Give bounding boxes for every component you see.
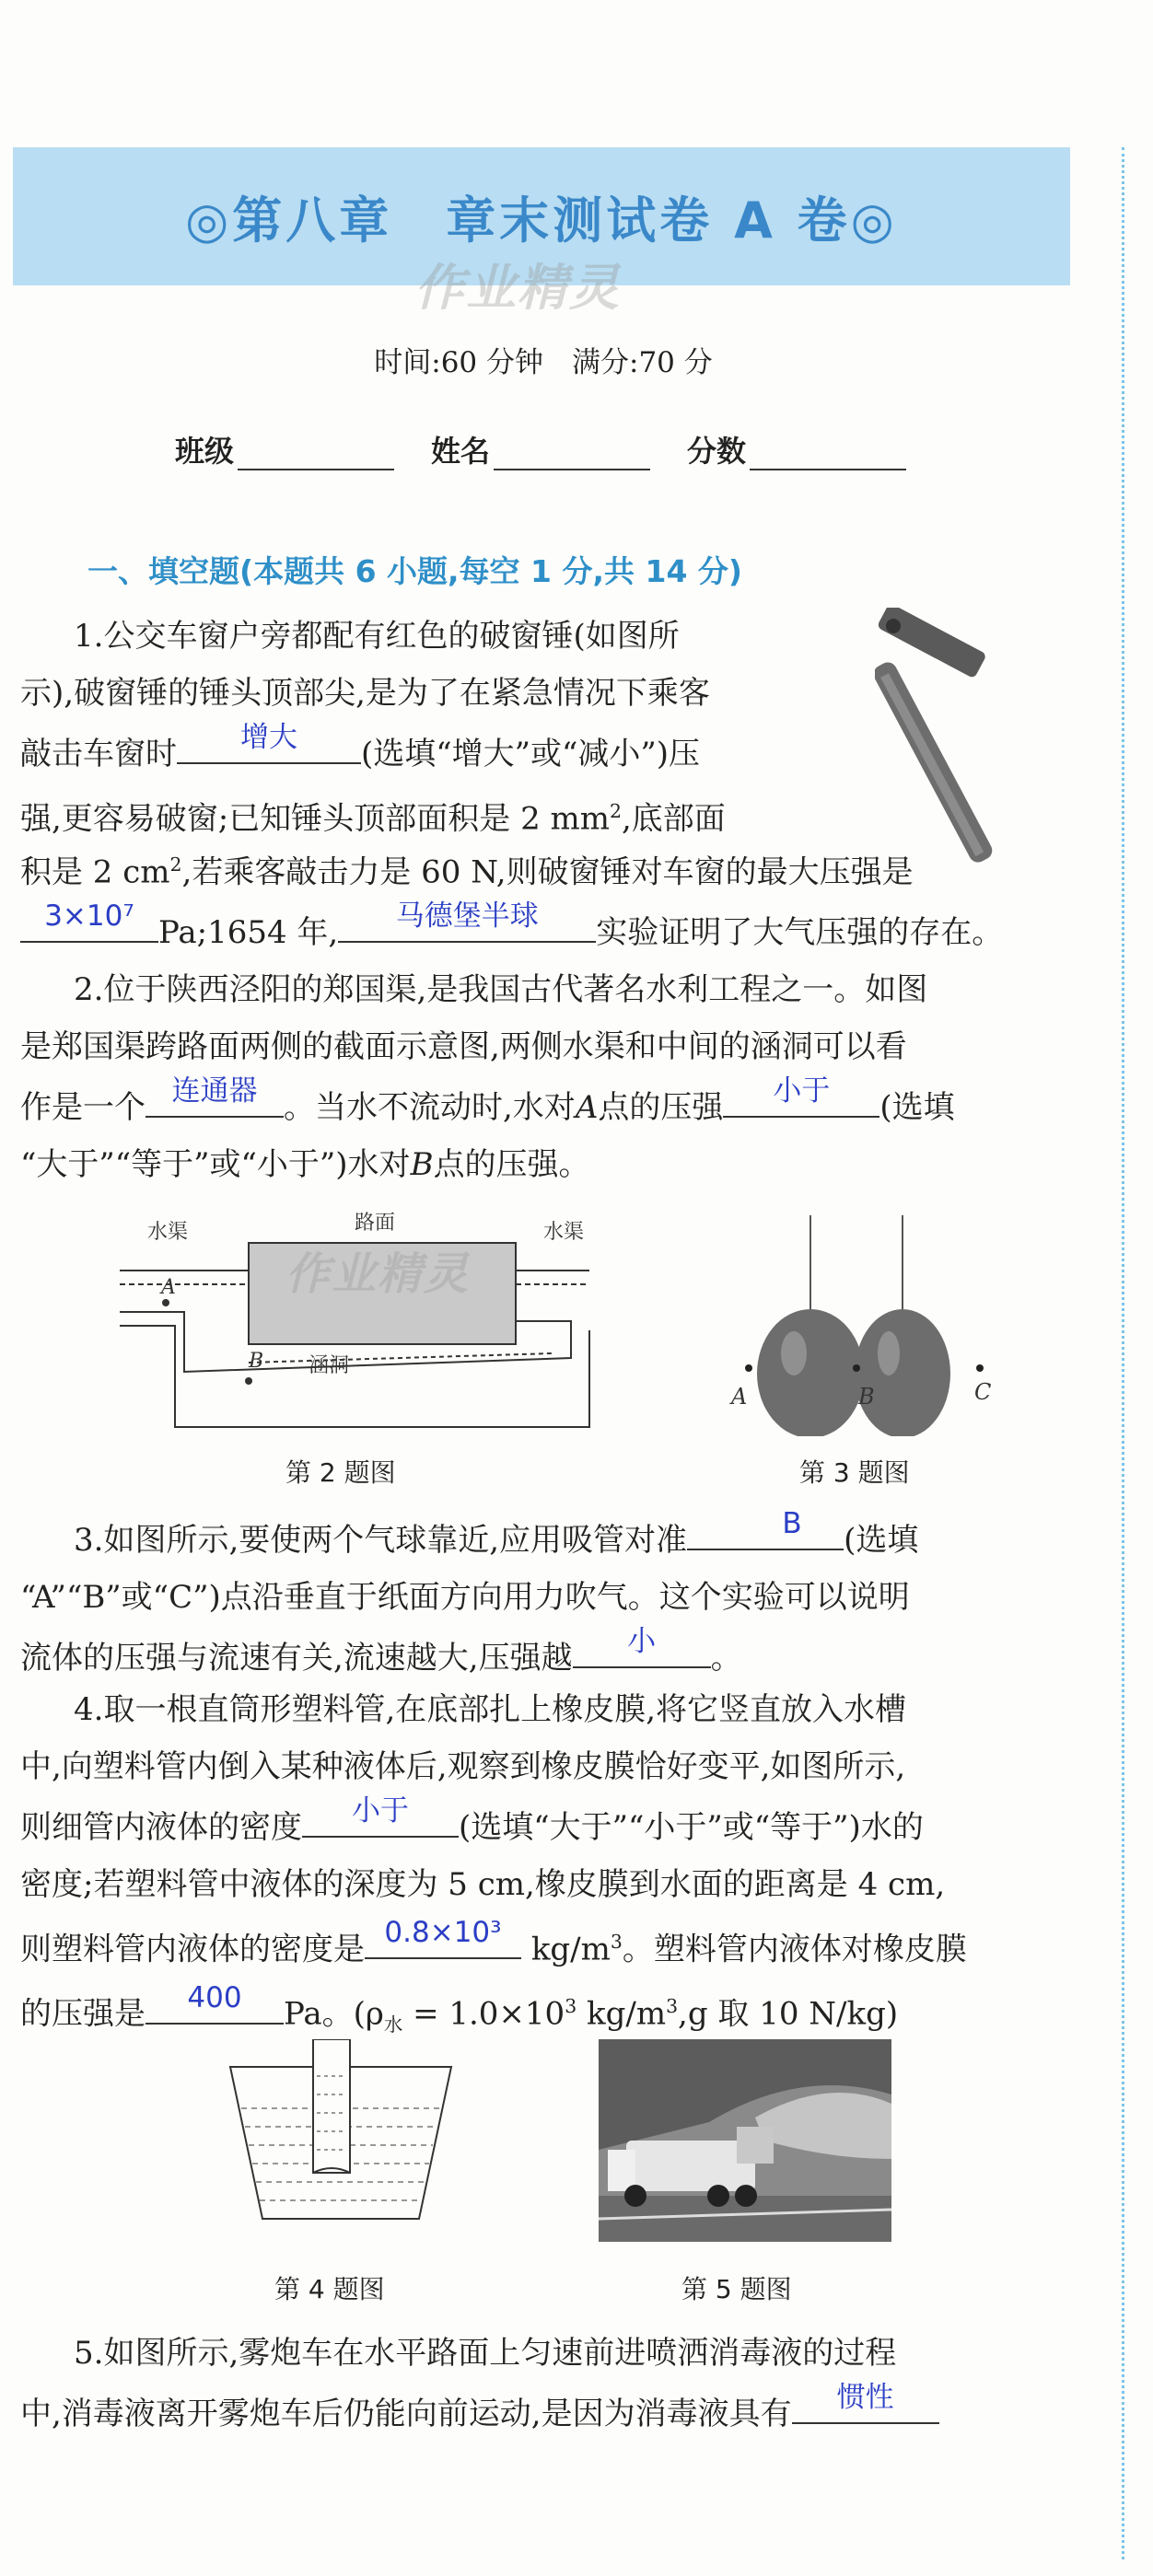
- class-field[interactable]: 班级: [175, 428, 394, 470]
- answer-blank-8[interactable]: 小于: [302, 1795, 459, 1838]
- question-1: 1.公交车窗户旁都配有红色的破窗锤(如图所 示),破窗锤的锤头顶部尖,是为了在紧急情况下乘客 敲击车窗时 增大 (选填“增大”或“减小”)压 强,更容易破窗;已知锤头顶部面积是 2 $mm^2$,底部面: [20, 618, 726, 838]
- answer-blank-10[interactable]: 400: [146, 1982, 284, 2025]
- answer-blank-1[interactable]: 增大: [177, 722, 361, 764]
- fig2-label-road: 路面: [355, 1212, 396, 1235]
- fig2-label-left-channel: 水渠: [147, 1221, 189, 1244]
- figure-3-balloons: [718, 1215, 1013, 1436]
- answer-blank-3[interactable]: 马德堡半球: [338, 900, 596, 943]
- figure-4-tube: [221, 2039, 460, 2223]
- answer-blank-4[interactable]: 连通器: [146, 1075, 284, 1118]
- fig2-label-culvert: 涵洞: [309, 1354, 350, 1377]
- name-field[interactable]: 姓名: [431, 428, 650, 470]
- fig2-label-right-channel: 水渠: [543, 1221, 585, 1244]
- watermark-text-2: 作业精灵: [285, 1248, 471, 1300]
- fig2-label-b: B: [249, 1350, 264, 1373]
- fig3-label-a: A: [731, 1384, 748, 1410]
- question-3: 3.如图所示,要使两个气球靠近,应用吸管对准 B (选填 “A”“B”或“C”)点沿垂直于纸面方向用力吹气。这个实验可以说明 流体的压强与流速有关,流速越大,压强越 小 。: [20, 1507, 919, 1677]
- answer-blank-9[interactable]: 0.8×10³: [365, 1917, 521, 1959]
- figure-2-canal: [111, 1201, 599, 1432]
- figure-2-caption: 第 2 题图: [285, 1457, 396, 1488]
- figure-5-photo: [599, 2039, 891, 2242]
- figure-5-caption: 第 5 题图: [681, 2274, 792, 2304]
- student-info-fields: [175, 428, 943, 470]
- section-title: 一、填空题(本题共 6 小题,每空 1 分,共 14 分): [87, 553, 743, 589]
- fig3-label-c: C: [974, 1379, 992, 1405]
- answer-blank-5[interactable]: 小于: [723, 1075, 879, 1118]
- answer-blank-7[interactable]: 小: [573, 1626, 711, 1668]
- fig2-label-a: A: [161, 1276, 176, 1299]
- exam-meta: 时间:60 分钟 满分:70 分: [374, 346, 713, 379]
- answer-blank-2[interactable]: 3×10⁷: [20, 900, 158, 943]
- question-5: 5.如图所示,雾炮车在水平路面上匀速前进喷洒消毒液的过程 中,消毒液离开雾炮车后仍能向前运动,是因为消毒液具有 惯性: [20, 2325, 1089, 2443]
- answer-blank-11[interactable]: 惯性: [792, 2382, 939, 2424]
- watermark-text: 作业精灵: [414, 259, 621, 317]
- question-1-continued: 积是 2 $cm^2$,若乘客敲击力是 60 N,则破窗锤对车窗的最大压强是 3×10⁷ Pa;1654 年, 马德堡半球 实验证明了大气压强的存在。: [20, 853, 1004, 952]
- chapter-title: ◎第八章 章末测试卷 A 卷◎: [185, 191, 898, 249]
- perforation-line: [1122, 147, 1124, 2559]
- figure-3-caption: 第 3 题图: [799, 1457, 910, 1488]
- figure-4-caption: 第 4 题图: [274, 2274, 385, 2304]
- answer-blank-6[interactable]: B: [687, 1508, 844, 1550]
- score-field[interactable]: 分数: [687, 428, 906, 470]
- fig3-label-b: B: [858, 1384, 875, 1410]
- question-2: 2.位于陕西泾阳的郑国渠,是我国古代著名水利工程之一。如图 是郑国渠跨路面两侧的截面示意图,两侧水渠和中间的涵洞可以看 作是一个 连通器 。当水不流动时,水对A点的压强 小于 (选填 “大于”“等于”或“小于”)水对B点的压强。: [20, 971, 955, 1183]
- question-4: 4.取一根直筒形塑料管,在底部扎上橡皮膜,将它竖直放入水槽 中,向塑料管内倒入某种液体后,观察到橡皮膜恰好变平,如图所示, 则细管内液体的密度 小于 (选填“大于”“小于”或“等于”)水的 密度;若塑料管中液体的深度为 5 cm,橡皮膜到水面的距离是 4 cm, 则塑料管内液体的密度是 0.8×10³ $kg/m^3$。塑料管内液体对橡皮膜 的压强是 400 Pa。($\rho_水 = 1.0\times 10^3$ $kg/m^3,g$ 取 10 N/kg): [20, 1691, 967, 2036]
